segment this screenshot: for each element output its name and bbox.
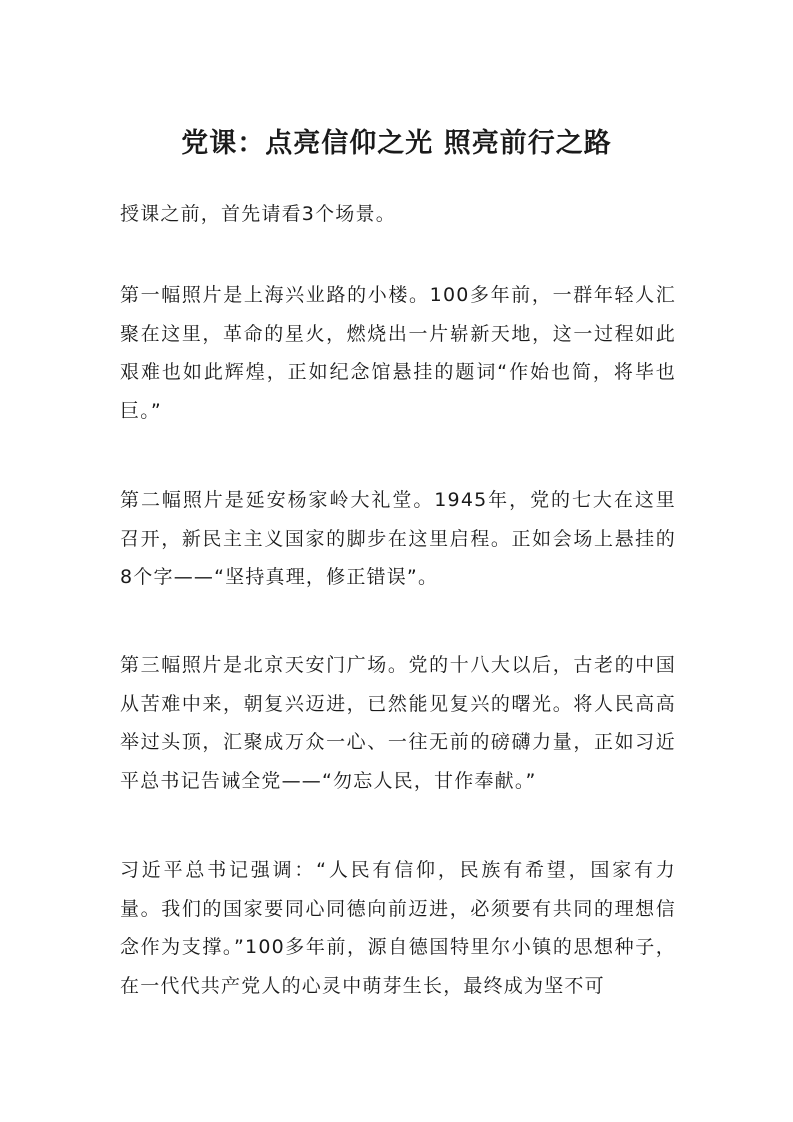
paragraph-scene-1: 第一幅照片是上海兴业路的小楼。100多年前，一群年轻人汇聚在这里，革命的星火，燃烧出一片崭新天地，这一过程如此艰难也如此辉煌，正如纪念馆悬挂的题词“作始也简，将毕也巨。” xyxy=(120,284,676,422)
document-title: 党课：点亮信仰之光 照亮前行之路 xyxy=(181,128,612,159)
paragraph-scene-3: 第三幅照片是北京天安门广场。党的十八大以后，古老的中国从苦难中来，朝复兴迈进，已然能见复兴的曙光。将人民高高举过头顶，汇聚成万众一心、一往无前的磅礴力量，正如习近平总书记告诫全党——“勿忘人民，甘作奉献。” xyxy=(120,654,676,792)
paragraph-xi-quote: 习近平总书记强调：“人民有信仰，民族有希望，国家有力量。我们的国家要同心同德向前迈进，必须要有共同的理想信念作为支撑。”100多年前，源自德国特里尔小镇的思想种子，在一代代共产党人的心灵中萌芽生长，最终成为坚不可 xyxy=(120,859,676,997)
paragraph-intro: 授课之前，首先请看3个场景。 xyxy=(120,203,396,225)
paragraph-scene-2: 第二幅照片是延安杨家岭大礼堂。1945年，党的七大在这里召开，新民主主义国家的脚步在这里启程。正如会场上悬挂的8个字——“坚持真理，修正错误”。 xyxy=(120,489,676,588)
